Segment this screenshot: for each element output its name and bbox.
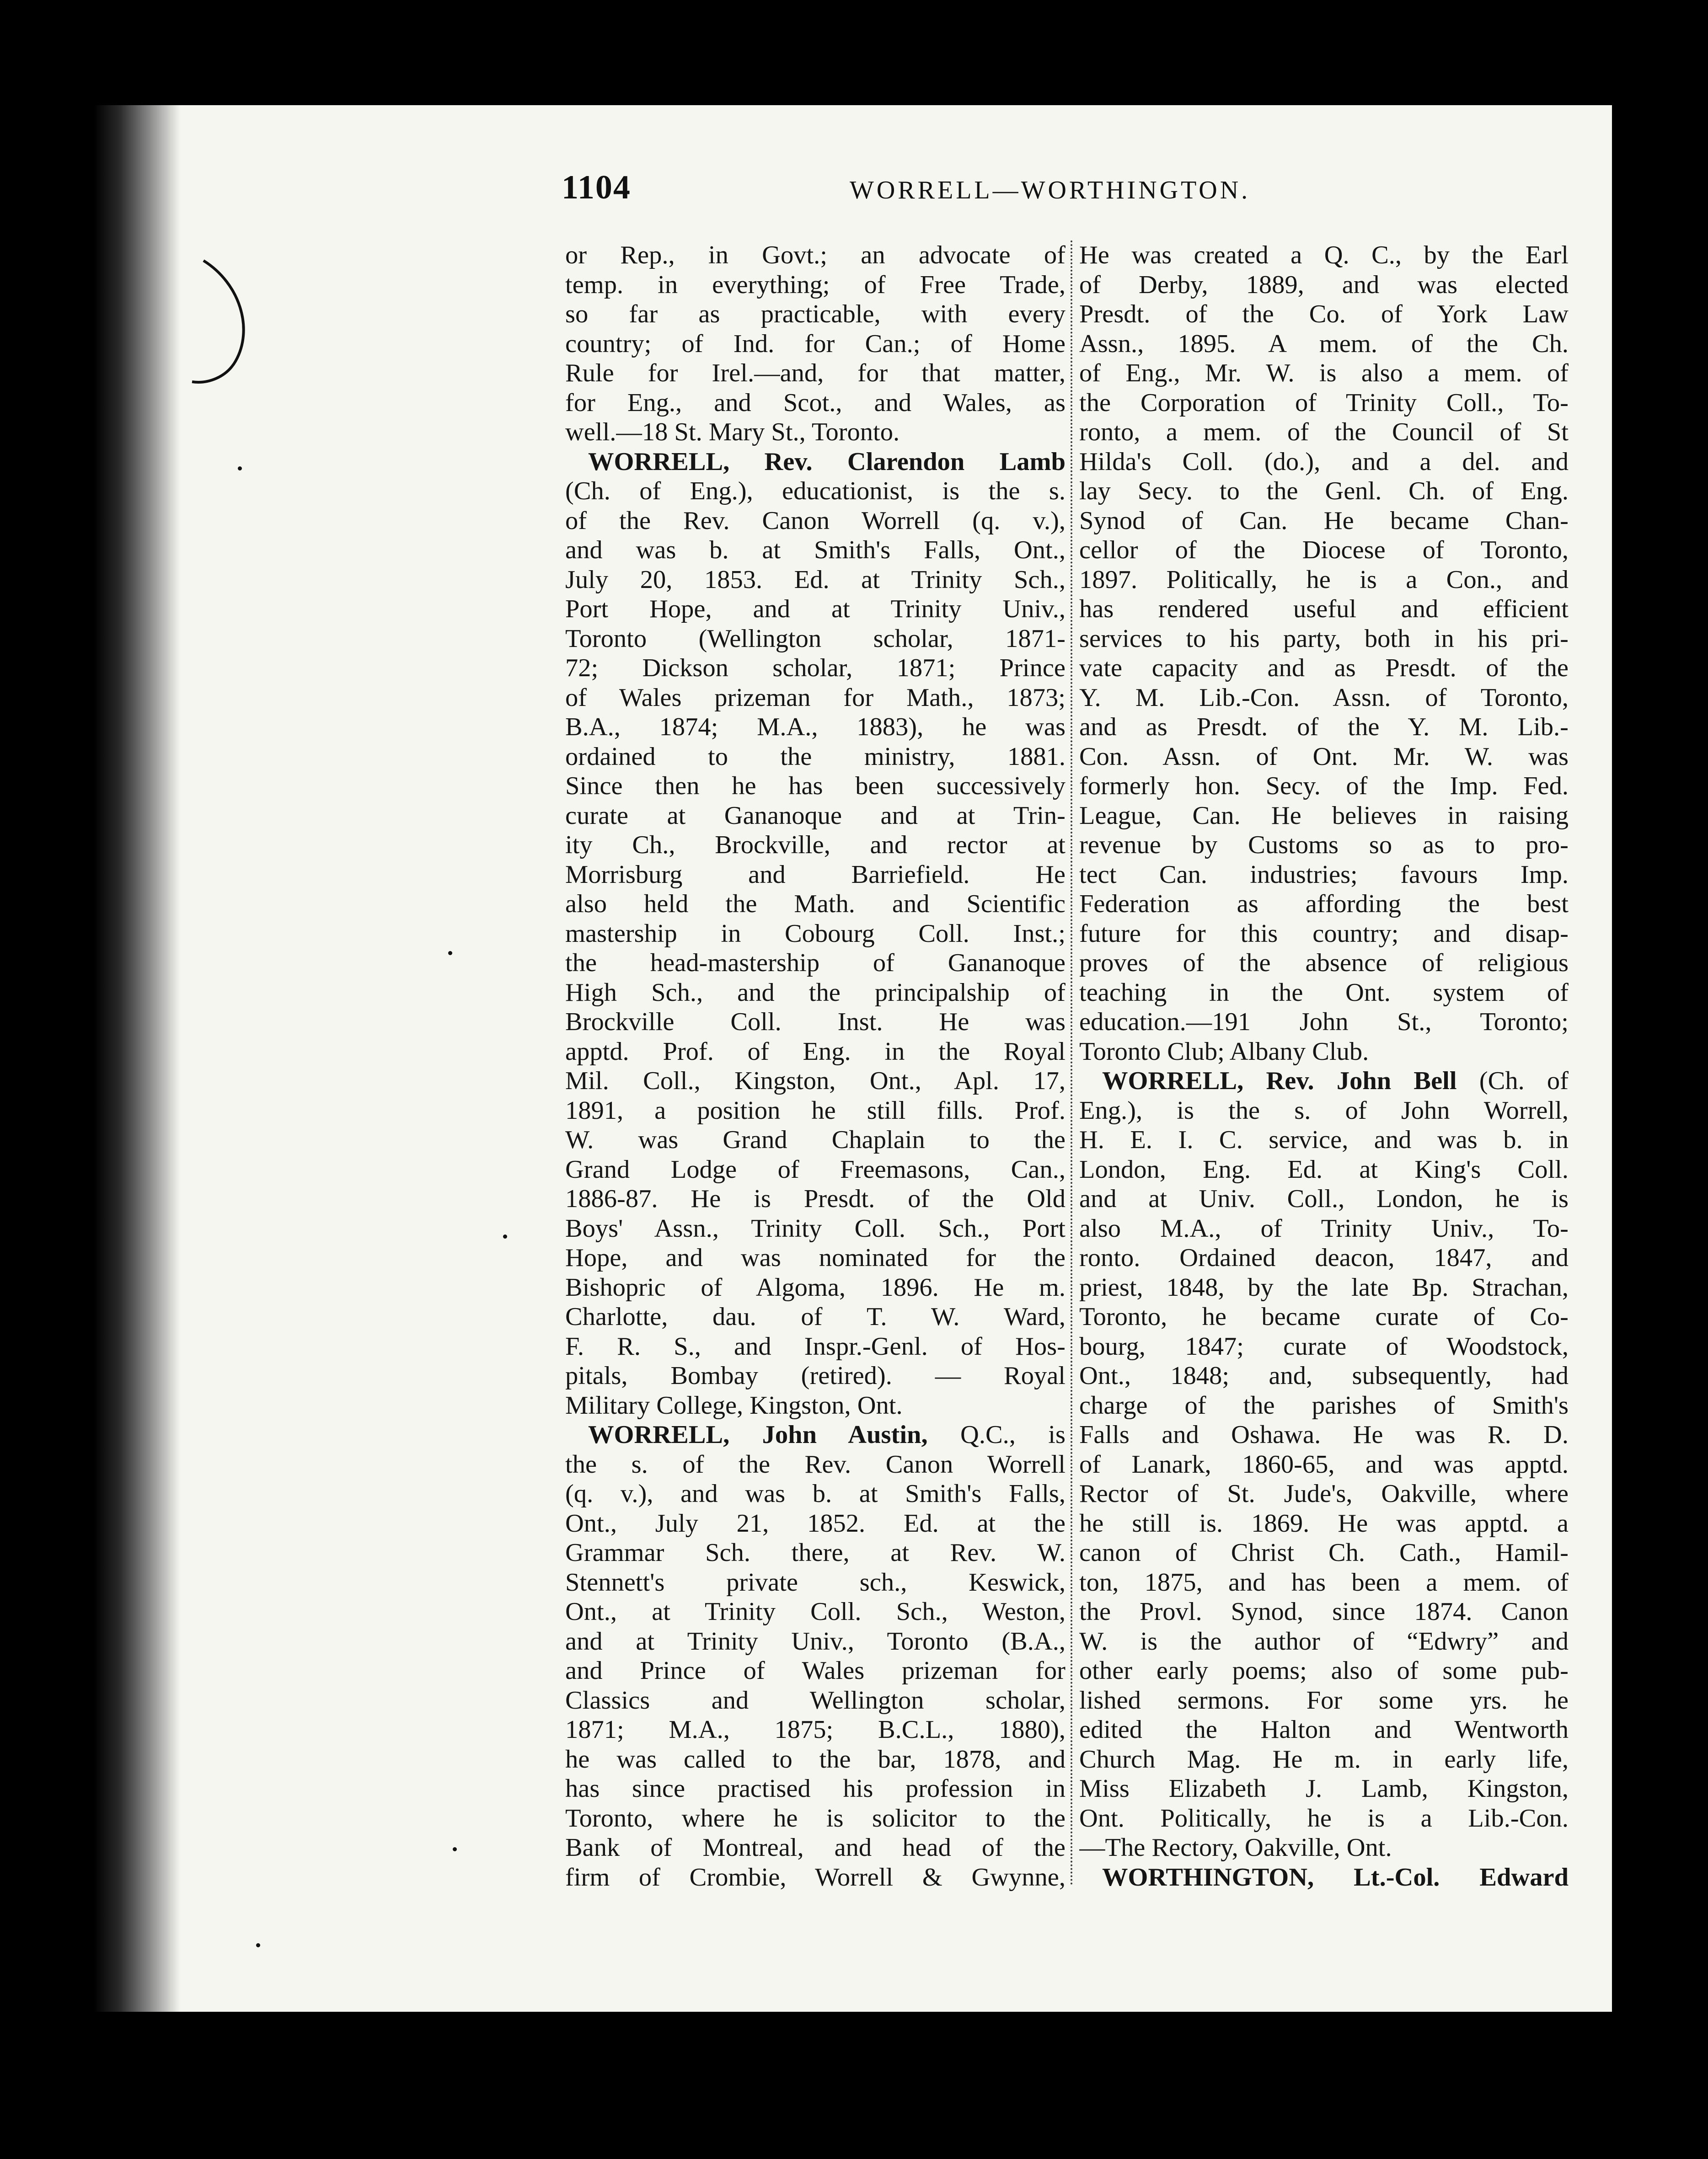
text-line: future for this country; and disap- (1079, 919, 1569, 948)
text-line: League, Can. He believes in raising (1079, 801, 1569, 830)
text-line: Church Mag. He m. in early life, (1079, 1745, 1569, 1774)
text-line: Hilda's Coll. (do.), and a del. and (1079, 447, 1569, 476)
text-line: of Lanark, 1860-65, and was apptd. (1079, 1450, 1569, 1479)
text-line: —The Rectory, Oakville, Ont. (1079, 1833, 1392, 1862)
text-line: services to his party, both in his pri- (1079, 624, 1569, 653)
text-line: F. R. S., and Inspr.-Genl. of Hos- (565, 1332, 1065, 1361)
text-line: canon of Christ Ch. Cath., Hamil- (1079, 1539, 1569, 1567)
text-line: ordained to the ministry, 1881. (565, 742, 1065, 771)
text-line: of Eng., Mr. W. is also a mem. of (1079, 359, 1569, 387)
text-line: he was called to the bar, 1878, and (565, 1745, 1065, 1774)
scan-speck (256, 1943, 260, 1947)
text-line: country; of Ind. for Can.; of Home (565, 329, 1065, 358)
scan-speck (503, 1234, 507, 1239)
text-line: ton, 1875, and has been a mem. of (1079, 1568, 1569, 1597)
text-line: pitals, Bombay (retired). — Royal (565, 1362, 1065, 1390)
text-line: Stennett's private sch., Keswick, (565, 1568, 1065, 1597)
text-line: Con. Assn. of Ont. Mr. W. was (1079, 742, 1569, 771)
text-line: Mil. Coll., Kingston, Ont., Apl. 17, (565, 1067, 1065, 1095)
text-line: lay Secy. to the Genl. Ch. of Eng. (1079, 477, 1569, 505)
text-line: the Provl. Synod, since 1874. Canon (1079, 1598, 1569, 1626)
text-line: London, Eng. Ed. at King's Coll. (1079, 1155, 1569, 1184)
text-line: firm of Crombie, Worrell & Gwynne, (565, 1863, 1065, 1892)
text-line: also M.A., of Trinity Univ., To- (1079, 1214, 1569, 1243)
text-line: Toronto (Wellington scholar, 1871- (565, 624, 1065, 653)
text-line: Assn., 1895. A mem. of the Ch. (1079, 329, 1569, 358)
scan-speck (238, 466, 242, 470)
text-line: so far as practicable, with every (565, 300, 1065, 328)
text-line: Toronto, where he is solicitor to the (565, 1804, 1065, 1833)
pencil-mark (185, 256, 263, 393)
page-gutter-shadow (94, 105, 181, 2012)
column-divider (1071, 240, 1072, 1886)
text-line: and at Trinity Univ., Toronto (B.A., (565, 1627, 1065, 1656)
scan-speck (448, 951, 452, 955)
text-line: temp. in everything; of Free Trade, (565, 270, 1065, 299)
text-line: Charlotte, dau. of T. W. Ward, (565, 1303, 1065, 1331)
text-line: priest, 1848, by the late Bp. Strachan, (1079, 1273, 1569, 1302)
text-line: High Sch., and the principalship of (565, 978, 1065, 1007)
text-line: also held the Math. and Scientific (565, 890, 1065, 918)
text-line: other early poems; also of some pub- (1079, 1657, 1569, 1685)
text-line: He was created a Q. C., by the Earl (1079, 241, 1569, 269)
text-line: bourg, 1847; curate of Woodstock, (1079, 1332, 1569, 1361)
text-line: curate at Gananoque and at Trin- (565, 801, 1065, 830)
text-line: of Wales prizeman for Math., 1873; (565, 683, 1065, 712)
text-line: Hope, and was nominated for the (565, 1244, 1065, 1272)
text-line: vate capacity and as Presdt. of the (1079, 654, 1569, 682)
text-line: July 20, 1853. Ed. at Trinity Sch., (565, 565, 1065, 594)
text-line: mastership in Cobourg Coll. Inst.; (565, 919, 1065, 948)
text-line: Boys' Assn., Trinity Coll. Sch., Port (565, 1214, 1065, 1243)
text-line: Y. M. Lib.-Con. Assn. of Toronto, (1079, 683, 1569, 712)
text-line: Synod of Can. He became Chan- (1079, 506, 1569, 535)
text-line: Rector of St. Jude's, Oakville, where (1079, 1480, 1569, 1508)
text-line: Ont., at Trinity Coll. Sch., Weston, (565, 1598, 1065, 1626)
text-line: Grammar Sch. there, at Rev. W. (565, 1539, 1065, 1567)
text-line: Ont., 1848; and, subsequently, had (1079, 1362, 1569, 1390)
text-line: Since then he has been successively (565, 772, 1065, 800)
right-column (1079, 240, 1569, 1892)
text-line: Classics and Wellington scholar, (565, 1686, 1065, 1715)
text-line: revenue by Customs so as to pro- (1079, 831, 1569, 859)
entry-headword: WORTHINGTON, Lt.-Col. Edward (1102, 1863, 1569, 1892)
text-line: of the Rev. Canon Worrell (q. v.), (565, 506, 1065, 535)
text-line: Brockville Coll. Inst. He was (565, 1008, 1065, 1036)
text-line: Grand Lodge of Freemasons, Can., (565, 1155, 1065, 1184)
left-column (565, 240, 1065, 1892)
text-line: B.A., 1874; M.A., 1883), he was (565, 713, 1065, 741)
entry-heading-line (565, 1420, 1065, 1450)
text-line: the head-mastership of Gananoque (565, 949, 1065, 977)
entry-heading-line (1079, 1066, 1569, 1096)
text-line: Miss Elizabeth J. Lamb, Kingston, (1079, 1774, 1569, 1803)
text-line: 72; Dickson scholar, 1871; Prince (565, 654, 1065, 682)
text-line: formerly hon. Secy. of the Imp. Fed. (1079, 772, 1569, 800)
text-line: Morrisburg and Barriefield. He (565, 860, 1065, 889)
text-line: ronto. Ordained deacon, 1847, and (1079, 1244, 1569, 1272)
text-line: Port Hope, and at Trinity Univ., (565, 595, 1065, 623)
text-line: 1891, a position he still fills. Prof. (565, 1096, 1065, 1125)
text-line: (q. v.), and was b. at Smith's Falls, (565, 1480, 1065, 1508)
text-line: Rule for Irel.—and, for that matter, (565, 359, 1065, 387)
entry-headword: WORRELL, John Austin, (588, 1421, 928, 1449)
text-line: Toronto, he became curate of Co- (1079, 1303, 1569, 1331)
text-line: W. is the author of “Edwry” and (1079, 1627, 1569, 1656)
text-line: has since practised his profession in (565, 1774, 1065, 1803)
text-line: Military College, Kingston, Ont. (565, 1391, 903, 1420)
text-line: the s. of the Rev. Canon Worrell (565, 1450, 1065, 1479)
text-line: of Derby, 1889, and was elected (1079, 270, 1569, 299)
text-line: 1886-87. He is Presdt. of the Old (565, 1185, 1065, 1213)
text-line: Federation as affording the best (1079, 890, 1569, 918)
text-line: apptd. Prof. of Eng. in the Royal (565, 1037, 1065, 1066)
page-number: 1104 (562, 169, 631, 206)
text-line: Falls and Oshawa. He was R. D. (1079, 1421, 1569, 1449)
entry-headword: WORRELL, Rev. John Bell (1102, 1067, 1457, 1095)
entry-heading-text: Q.C., is (927, 1421, 1065, 1449)
text-line: H. E. I. C. service, and was b. in (1079, 1126, 1569, 1154)
text-line: proves of the absence of religious (1079, 949, 1569, 977)
text-line: Ont., July 21, 1852. Ed. at the (565, 1509, 1065, 1538)
text-line: and at Univ. Coll., London, he is (1079, 1185, 1569, 1213)
text-line: Toronto Club; Albany Club. (1079, 1037, 1369, 1066)
running-head: WORRELL—WORTHINGTON. (850, 176, 1251, 204)
text-line: well.—18 St. Mary St., Toronto. (565, 418, 900, 446)
text-line: and as Presdt. of the Y. M. Lib.- (1079, 713, 1569, 741)
entry-heading-line (1079, 1863, 1569, 1892)
entry-heading-text: (Ch. of (1456, 1067, 1569, 1095)
text-line: education.—191 John St., Toronto; (1079, 1008, 1569, 1036)
text-line: has rendered useful and efficient (1079, 595, 1569, 623)
text-line: for Eng., and Scot., and Wales, as (565, 388, 1065, 417)
text-line: 1871; M.A., 1875; B.C.L., 1880), (565, 1715, 1065, 1744)
text-line: the Corporation of Trinity Coll., To- (1079, 388, 1569, 417)
text-line: teaching in the Ont. system of (1079, 978, 1569, 1007)
text-line: and Prince of Wales prizeman for (565, 1657, 1065, 1685)
text-line: edited the Halton and Wentworth (1079, 1715, 1569, 1744)
text-line: ronto, a mem. of the Council of St (1079, 418, 1569, 446)
text-line: Eng.), is the s. of John Worrell, (1079, 1096, 1569, 1125)
text-line: ity Ch., Brockville, and rector at (565, 831, 1065, 859)
text-line: lished sermons. For some yrs. he (1079, 1686, 1569, 1715)
scan-speck (453, 1847, 457, 1851)
text-line: or Rep., in Govt.; an advocate of (565, 241, 1065, 269)
text-line: W. was Grand Chaplain to the (565, 1126, 1065, 1154)
entry-headword: WORRELL, Rev. Clarendon Lamb (588, 447, 1065, 476)
text-line: Ont. Politically, he is a Lib.-Con. (1079, 1804, 1569, 1833)
entry-heading-line (565, 447, 1065, 477)
text-line: Bishopric of Algoma, 1896. He m. (565, 1273, 1065, 1302)
text-line: (Ch. of Eng.), educationist, is the s. (565, 477, 1065, 505)
text-line: Bank of Montreal, and head of the (565, 1833, 1065, 1862)
text-line: tect Can. industries; favours Imp. (1079, 860, 1569, 889)
text-line: he still is. 1869. He was apptd. a (1079, 1509, 1569, 1538)
text-line: and was b. at Smith's Falls, Ont., (565, 536, 1065, 564)
text-line: charge of the parishes of Smith's (1079, 1391, 1569, 1420)
text-line: cellor of the Diocese of Toronto, (1079, 536, 1569, 564)
page-header (562, 168, 1568, 219)
text-line: 1897. Politically, he is a Con., and (1079, 565, 1569, 594)
text-line: Presdt. of the Co. of York Law (1079, 300, 1569, 328)
